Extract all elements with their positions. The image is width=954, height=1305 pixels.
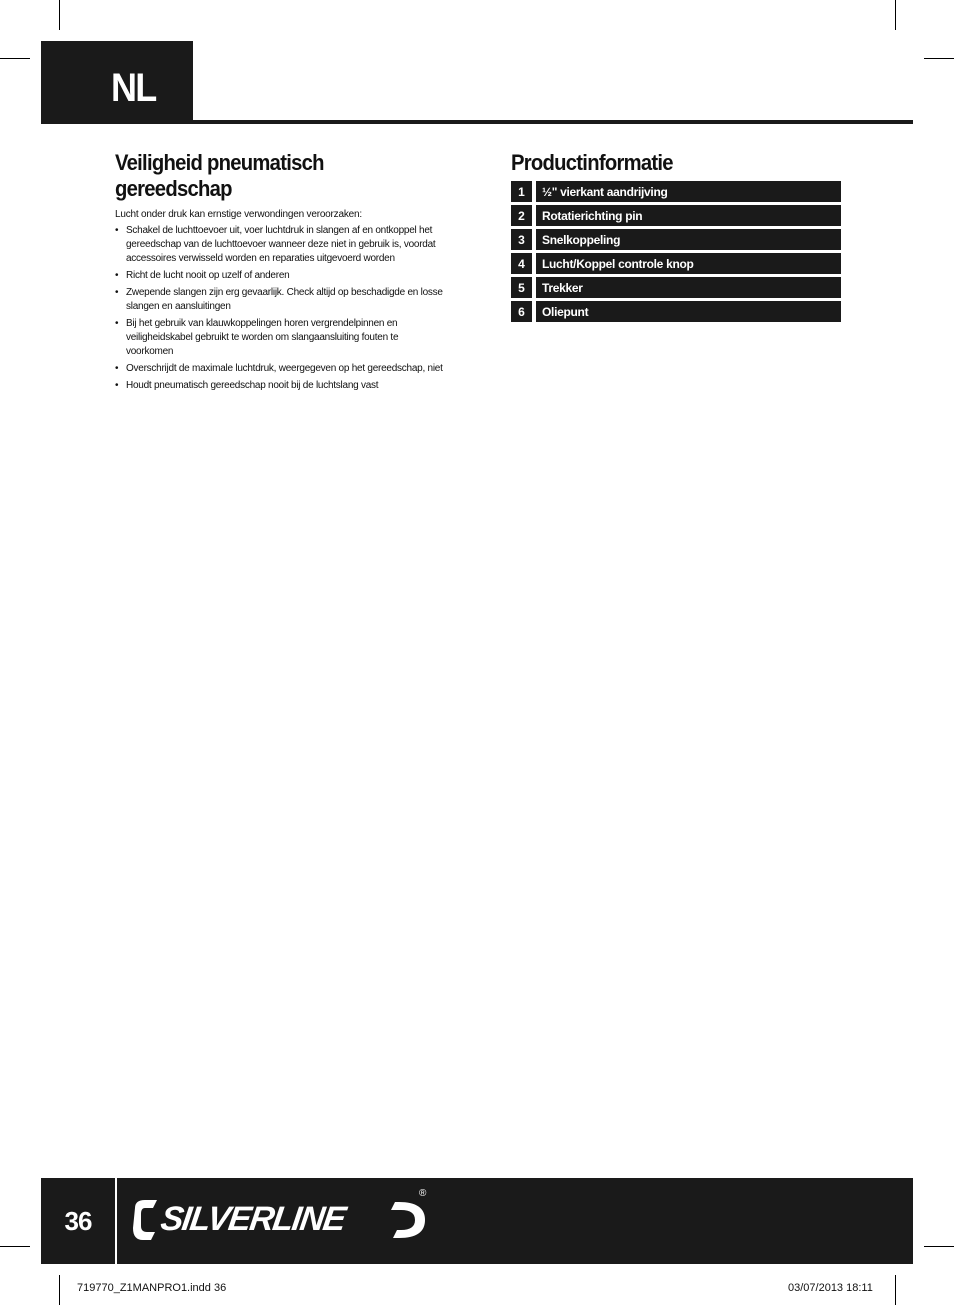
part-name: Snelkoppeling: [536, 229, 841, 250]
part-number: 5: [511, 277, 532, 298]
safety-title: Veiligheid pneumatisch gereedschap: [115, 150, 324, 201]
list-item-text: Richt de lucht nooit op uzelf of anderen: [126, 270, 290, 281]
page-number: 36: [64, 1205, 92, 1236]
crop-mark: [0, 58, 30, 59]
list-item-text: Houdt pneumatisch gereedschap nooit bij de luchtslang vast: [126, 380, 379, 391]
list-item: [115, 362, 445, 376]
bullet-glyph: •: [115, 318, 119, 329]
safety-list: [115, 224, 445, 393]
table-row: [511, 181, 841, 202]
table-row: [511, 277, 841, 298]
list-item-text: Bij het gebruik van klauwkoppelingen horen vergrendelpinnen en veiligheidskabel gebruikt te worden om slangaansluiting fouten te voorkomen: [126, 318, 399, 357]
part-number: 4: [511, 253, 532, 274]
part-name: Rotatierichting pin: [536, 205, 841, 226]
registered-mark: ®: [419, 1188, 427, 1199]
language-tab: [41, 41, 193, 123]
bullet-glyph: •: [115, 287, 119, 298]
table-row: [511, 301, 841, 322]
crop-mark: [59, 1275, 60, 1305]
brand-wordmark: SILVERLINE: [158, 1200, 348, 1238]
language-code: NL: [111, 66, 156, 110]
crop-mark: [0, 1246, 30, 1247]
list-item: [115, 269, 445, 283]
footer-divider: [115, 1178, 117, 1264]
bullet-glyph: •: [115, 380, 119, 391]
list-item: [115, 286, 445, 314]
part-name: Trekker: [536, 277, 841, 298]
table-row: [511, 205, 841, 226]
part-name: Lucht/Koppel controle knop: [536, 253, 841, 274]
bullet-glyph: •: [115, 270, 119, 281]
brand-logo: [131, 1190, 431, 1250]
list-item-text: Schakel de luchttoevoer uit, voer luchtdruk in slangen af en ontkoppel het gereedschap van de luchttoevoer wanneer deze niet in gebruik is, voordat accessoires verwisseld worden en reparaties uitgevoerd worden: [126, 225, 436, 264]
bullet-glyph: •: [115, 225, 119, 236]
crop-mark: [924, 1246, 954, 1247]
part-number: 6: [511, 301, 532, 322]
list-item: [115, 317, 445, 359]
header-rule: [41, 120, 913, 124]
slug-file: 719770_Z1MANPRO1.indd 36: [77, 1282, 227, 1294]
list-item-text: Zwepende slangen zijn erg gevaarlijk. Check altijd op beschadigde en losse slangen en aansluitingen: [126, 287, 443, 312]
product-info-title: Productinformatie: [511, 150, 673, 175]
footer-bar: [41, 1178, 913, 1264]
list-item: [115, 224, 445, 266]
parts-list: [511, 181, 841, 322]
table-row: [511, 229, 841, 250]
part-number: 1: [511, 181, 532, 202]
safety-intro: Lucht onder druk kan ernstige verwondingen veroorzaken:: [115, 209, 362, 220]
part-name: ½" vierkant aandrijving: [536, 181, 841, 202]
part-name: Oliepunt: [536, 301, 841, 322]
crop-mark: [924, 58, 954, 59]
list-item-text: Overschrijdt de maximale luchtdruk, weergegeven op het gereedschap, niet: [126, 363, 443, 374]
crop-mark: [895, 1275, 896, 1305]
part-number: 2: [511, 205, 532, 226]
safety-section: [115, 150, 445, 396]
crop-mark: [895, 0, 896, 30]
slug-date: 03/07/2013 18:11: [788, 1282, 873, 1294]
part-number: 3: [511, 229, 532, 250]
bullet-glyph: •: [115, 363, 119, 374]
list-item: [115, 379, 445, 393]
crop-mark: [59, 0, 60, 30]
product-info-section: [511, 150, 841, 325]
table-row: [511, 253, 841, 274]
